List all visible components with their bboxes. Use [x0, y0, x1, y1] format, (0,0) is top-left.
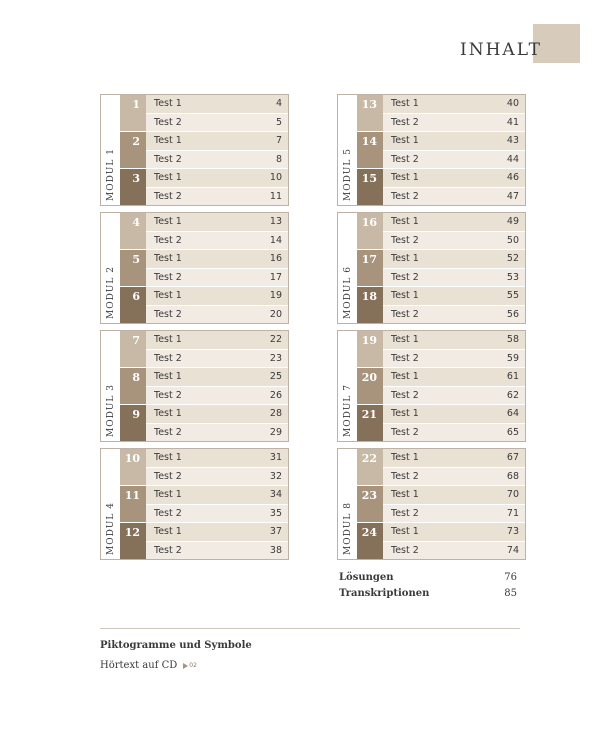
test-name: Test 2 [154, 544, 182, 556]
test-name: Test 2 [391, 389, 419, 401]
test-rows [383, 132, 525, 168]
modul-block [100, 212, 289, 324]
test-name: Test 1 [154, 334, 182, 346]
test-rows [383, 368, 525, 404]
test-name: Test 1 [391, 216, 419, 228]
test-row[interactable] [146, 405, 288, 424]
unit-block [357, 485, 525, 522]
test-row[interactable] [383, 331, 525, 350]
test-row[interactable] [383, 405, 525, 424]
test-name: Test 1 [154, 98, 182, 110]
unit-number: 13 [357, 95, 383, 131]
test-name: Test 2 [391, 234, 419, 246]
test-page: 35 [269, 507, 282, 519]
test-rows [383, 250, 525, 286]
cd-audio-icon [183, 662, 197, 669]
test-name: Test 1 [391, 371, 419, 383]
modul-label-column [338, 213, 357, 323]
test-page: 7 [275, 135, 282, 147]
test-name: Test 1 [391, 253, 419, 265]
extra-page: 85 [504, 588, 517, 599]
unit-block [120, 404, 288, 441]
test-page: 65 [506, 426, 519, 438]
test-name: Test 2 [391, 116, 419, 128]
test-row[interactable] [383, 250, 525, 269]
test-page: 13 [269, 216, 282, 228]
unit-list [120, 449, 288, 559]
test-name: Test 2 [391, 271, 419, 283]
unit-number: 18 [357, 287, 383, 323]
test-rows [146, 95, 288, 131]
test-row[interactable] [383, 287, 525, 306]
unit-block [120, 213, 288, 249]
test-page: 34 [269, 489, 282, 501]
test-name: Test 1 [391, 290, 419, 302]
test-row[interactable] [146, 468, 288, 486]
test-page: 19 [269, 290, 282, 302]
test-page: 38 [269, 544, 282, 556]
test-name: Test 2 [391, 507, 419, 519]
test-page: 14 [269, 234, 282, 246]
test-row[interactable] [383, 350, 525, 368]
test-rows [146, 169, 288, 205]
test-rows [146, 132, 288, 168]
test-row[interactable] [383, 269, 525, 287]
test-rows [146, 250, 288, 286]
test-name: Test 2 [154, 153, 182, 165]
modul-label-column [338, 449, 357, 559]
unit-block [120, 485, 288, 522]
unit-number: 19 [357, 331, 383, 367]
test-rows [146, 368, 288, 404]
unit-block [120, 249, 288, 286]
unit-list [120, 331, 288, 441]
cd-track-number: 02 [189, 662, 197, 669]
test-name: Test 1 [154, 290, 182, 302]
test-page: 44 [506, 153, 519, 165]
modul-label-column [338, 331, 357, 441]
test-row[interactable] [146, 486, 288, 505]
unit-list [357, 213, 525, 323]
test-page: 56 [506, 308, 519, 320]
test-page: 55 [506, 290, 519, 302]
test-page: 59 [506, 352, 519, 364]
unit-number: 21 [357, 405, 383, 441]
test-row[interactable] [146, 523, 288, 542]
unit-number: 20 [357, 368, 383, 404]
unit-block [120, 131, 288, 168]
test-name: Test 2 [391, 153, 419, 165]
unit-number: 9 [120, 405, 146, 441]
test-row[interactable] [146, 368, 288, 387]
unit-number: 5 [120, 250, 146, 286]
test-page: 58 [506, 334, 519, 346]
test-row[interactable] [146, 114, 288, 132]
unit-number: 23 [357, 486, 383, 522]
test-row[interactable] [383, 486, 525, 505]
test-row[interactable] [146, 350, 288, 368]
unit-number: 7 [120, 331, 146, 367]
test-row[interactable] [383, 95, 525, 114]
test-page: 70 [506, 489, 519, 501]
test-rows [146, 449, 288, 485]
test-row[interactable] [383, 151, 525, 169]
test-name: Test 1 [391, 334, 419, 346]
modul-block [337, 94, 526, 206]
modul-label: MODUL 7 [342, 384, 353, 437]
unit-block [357, 449, 525, 485]
test-name: Test 1 [154, 371, 182, 383]
unit-list [120, 95, 288, 205]
test-row[interactable] [383, 505, 525, 523]
test-rows [146, 523, 288, 559]
legend-title: Piktogramme und Symbole [100, 640, 252, 651]
unit-block [120, 95, 288, 131]
test-page: 64 [506, 408, 519, 420]
modul-label: MODUL 4 [105, 502, 116, 555]
test-page: 40 [506, 98, 519, 110]
test-name: Test 2 [391, 426, 419, 438]
modul-label-column [101, 449, 120, 559]
test-rows [383, 486, 525, 522]
test-page: 41 [506, 116, 519, 128]
test-page: 23 [269, 352, 282, 364]
test-name: Test 1 [391, 526, 419, 538]
modul-block [100, 330, 289, 442]
extra-label: Lösungen [339, 572, 394, 583]
test-page: 61 [506, 371, 519, 383]
test-row[interactable] [383, 449, 525, 468]
unit-number: 14 [357, 132, 383, 168]
test-page: 73 [506, 526, 519, 538]
unit-number: 1 [120, 95, 146, 131]
test-row[interactable] [383, 542, 525, 560]
test-row[interactable] [383, 424, 525, 442]
test-row[interactable] [146, 151, 288, 169]
unit-number: 24 [357, 523, 383, 559]
play-triangle-icon [183, 663, 188, 669]
test-name: Test 1 [391, 98, 419, 110]
unit-block [357, 168, 525, 205]
test-row[interactable] [146, 424, 288, 442]
test-page: 29 [269, 426, 282, 438]
test-name: Test 2 [154, 426, 182, 438]
unit-block [357, 522, 525, 559]
unit-block [357, 95, 525, 131]
test-rows [383, 405, 525, 441]
test-name: Test 1 [154, 172, 182, 184]
test-row[interactable] [146, 132, 288, 151]
modul-label: MODUL 1 [105, 148, 116, 201]
test-row[interactable] [383, 188, 525, 206]
test-row[interactable] [146, 287, 288, 306]
modul-label: MODUL 6 [342, 266, 353, 319]
test-page: 52 [506, 253, 519, 265]
test-name: Test 2 [391, 352, 419, 364]
test-row[interactable] [383, 523, 525, 542]
test-name: Test 1 [154, 253, 182, 265]
unit-list [357, 449, 525, 559]
test-name: Test 2 [154, 352, 182, 364]
test-row[interactable] [383, 468, 525, 486]
test-row[interactable] [146, 387, 288, 405]
extra-label: Transkriptionen [339, 588, 430, 599]
test-name: Test 2 [154, 470, 182, 482]
modul-label-column [101, 95, 120, 205]
test-page: 53 [506, 271, 519, 283]
test-name: Test 1 [391, 172, 419, 184]
test-rows [383, 95, 525, 131]
unit-number: 15 [357, 169, 383, 205]
test-page: 11 [269, 190, 282, 202]
test-page: 68 [506, 470, 519, 482]
test-name: Test 2 [391, 308, 419, 320]
unit-number: 3 [120, 169, 146, 205]
extra-page: 76 [504, 572, 517, 583]
modul-block [337, 448, 526, 560]
test-page: 28 [269, 408, 282, 420]
test-name: Test 1 [154, 135, 182, 147]
unit-block [120, 367, 288, 404]
test-rows [383, 213, 525, 249]
test-name: Test 2 [154, 190, 182, 202]
test-name: Test 2 [154, 308, 182, 320]
test-name: Test 1 [154, 526, 182, 538]
legend-item-audio [100, 660, 197, 671]
test-row[interactable] [383, 213, 525, 232]
extra-entry-solutions[interactable] [339, 572, 517, 583]
modul-block [100, 94, 289, 206]
test-row[interactable] [146, 542, 288, 560]
extra-entry-transcriptions[interactable] [339, 588, 517, 599]
test-page: 20 [269, 308, 282, 320]
test-name: Test 2 [154, 116, 182, 128]
test-page: 31 [269, 452, 282, 464]
unit-block [357, 404, 525, 441]
unit-block [357, 367, 525, 404]
test-page: 22 [269, 334, 282, 346]
test-page: 74 [506, 544, 519, 556]
unit-number: 10 [120, 449, 146, 485]
unit-block [357, 249, 525, 286]
modul-label-column [101, 213, 120, 323]
test-page: 67 [506, 452, 519, 464]
unit-number: 6 [120, 287, 146, 323]
unit-block [120, 331, 288, 367]
test-row[interactable] [383, 368, 525, 387]
test-name: Test 1 [391, 489, 419, 501]
unit-list [357, 95, 525, 205]
unit-list [120, 213, 288, 323]
unit-block [357, 131, 525, 168]
test-row[interactable] [383, 169, 525, 188]
modul-label: MODUL 8 [342, 502, 353, 555]
test-row[interactable] [383, 232, 525, 250]
test-name: Test 2 [391, 190, 419, 202]
test-page: 26 [269, 389, 282, 401]
unit-list [357, 331, 525, 441]
test-rows [383, 523, 525, 559]
test-page: 32 [269, 470, 282, 482]
test-page: 4 [275, 98, 282, 110]
test-name: Test 1 [391, 135, 419, 147]
modul-label: MODUL 2 [105, 266, 116, 319]
test-row[interactable] [146, 331, 288, 350]
test-name: Test 1 [391, 452, 419, 464]
test-rows [146, 213, 288, 249]
test-page: 16 [269, 253, 282, 265]
unit-number: 11 [120, 486, 146, 522]
test-row[interactable] [146, 188, 288, 206]
test-row[interactable] [146, 306, 288, 324]
modul-block [337, 330, 526, 442]
unit-block [357, 213, 525, 249]
modul-label: MODUL 5 [342, 148, 353, 201]
unit-number: 4 [120, 213, 146, 249]
test-rows [146, 486, 288, 522]
test-row[interactable] [146, 95, 288, 114]
test-row[interactable] [146, 213, 288, 232]
test-page: 46 [506, 172, 519, 184]
test-rows [383, 331, 525, 367]
test-row[interactable] [146, 232, 288, 250]
unit-block [120, 522, 288, 559]
test-name: Test 2 [154, 234, 182, 246]
test-row[interactable] [146, 449, 288, 468]
unit-number: 8 [120, 368, 146, 404]
test-rows [383, 169, 525, 205]
modul-block [337, 212, 526, 324]
test-rows [146, 287, 288, 323]
modul-label-column [101, 331, 120, 441]
unit-block [120, 286, 288, 323]
test-name: Test 1 [154, 216, 182, 228]
test-name: Test 2 [154, 507, 182, 519]
test-row[interactable] [383, 114, 525, 132]
modul-block [100, 448, 289, 560]
test-row[interactable] [383, 132, 525, 151]
test-rows [383, 449, 525, 485]
test-rows [383, 287, 525, 323]
test-row[interactable] [146, 505, 288, 523]
test-page: 43 [506, 135, 519, 147]
modul-label-column [338, 95, 357, 205]
test-page: 37 [269, 526, 282, 538]
test-page: 50 [506, 234, 519, 246]
unit-number: 2 [120, 132, 146, 168]
test-row[interactable] [146, 169, 288, 188]
unit-block [357, 286, 525, 323]
test-page: 71 [506, 507, 519, 519]
unit-block [120, 168, 288, 205]
test-name: Test 1 [154, 489, 182, 501]
test-row[interactable] [383, 306, 525, 324]
test-page: 8 [275, 153, 282, 165]
unit-number: 17 [357, 250, 383, 286]
test-page: 62 [506, 389, 519, 401]
test-name: Test 2 [391, 544, 419, 556]
unit-number: 22 [357, 449, 383, 485]
test-name: Test 1 [154, 408, 182, 420]
test-page: 17 [269, 271, 282, 283]
page-title: INHALT [460, 40, 542, 60]
test-name: Test 1 [154, 452, 182, 464]
test-row[interactable] [383, 387, 525, 405]
test-page: 5 [275, 116, 282, 128]
divider [100, 628, 520, 629]
test-page: 49 [506, 216, 519, 228]
test-name: Test 2 [154, 271, 182, 283]
unit-number: 16 [357, 213, 383, 249]
test-name: Test 2 [391, 470, 419, 482]
unit-block [120, 449, 288, 485]
unit-number: 12 [120, 523, 146, 559]
test-page: 25 [269, 371, 282, 383]
test-rows [146, 331, 288, 367]
test-rows [146, 405, 288, 441]
test-row[interactable] [146, 250, 288, 269]
test-name: Test 2 [154, 389, 182, 401]
legend-item-label: Hörtext auf CD [100, 660, 178, 671]
modul-label: MODUL 3 [105, 384, 116, 437]
test-page: 10 [269, 172, 282, 184]
test-row[interactable] [146, 269, 288, 287]
test-page: 47 [506, 190, 519, 202]
test-name: Test 1 [391, 408, 419, 420]
unit-block [357, 331, 525, 367]
